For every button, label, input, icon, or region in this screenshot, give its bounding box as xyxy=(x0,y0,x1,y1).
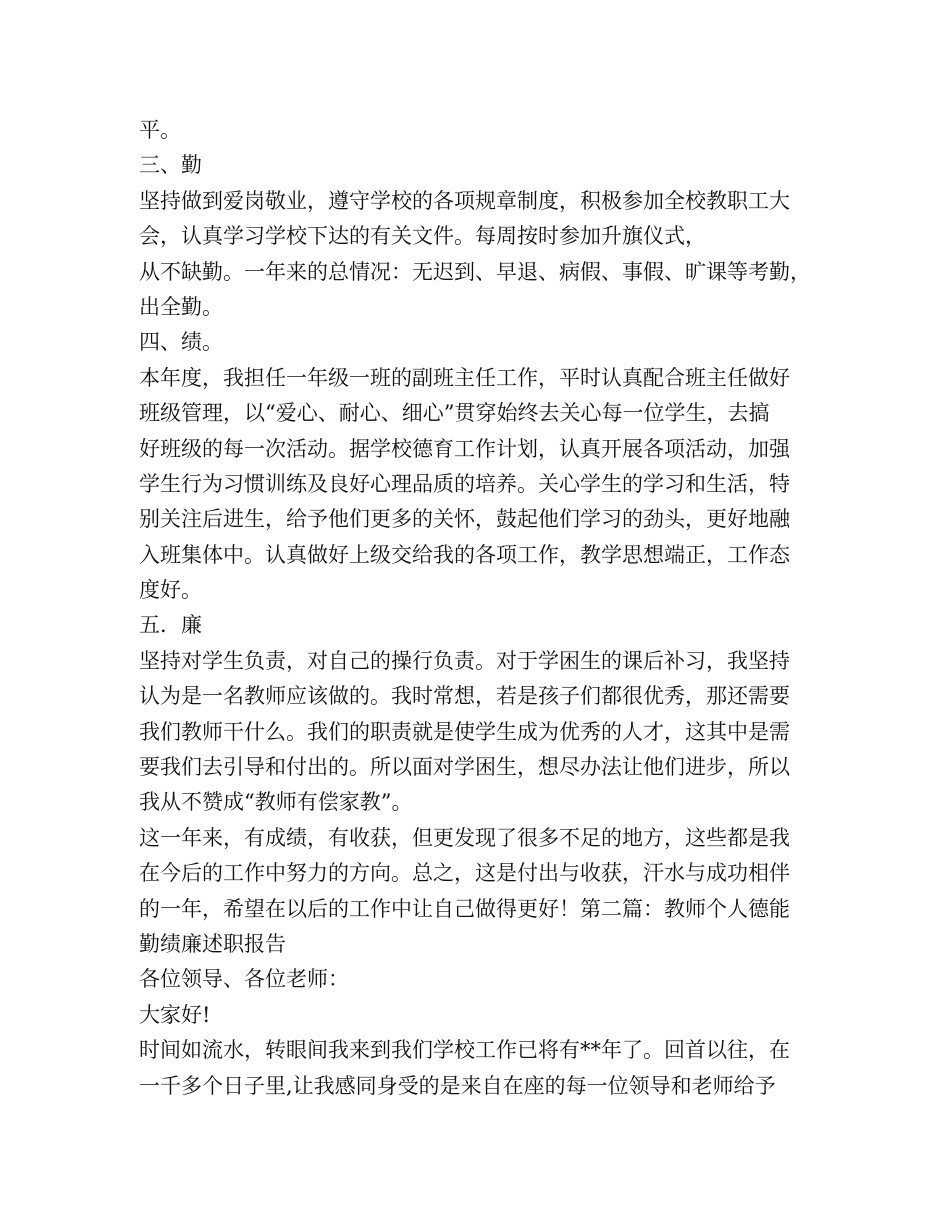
text-line: 好班级的每一次活动。据学校德育工作计划，认真开展各项活动，加强 xyxy=(139,436,790,461)
text-line: 坚持对学生负责，对自己的操行负责。对于学困生的课后补习，我坚持 xyxy=(139,648,790,673)
text-line: 这一年来，有成绩，有收获，但更发现了很多不足的地方，这些都是我 xyxy=(139,825,790,850)
text-line: 平。 xyxy=(139,118,181,142)
text-line: 班级管理，以“爱心、耐心、细心”贯穿始终去关心每一位学生，去搞 xyxy=(139,401,770,426)
text-line: 要我们去引导和付出的。所以面对学困生，想尽办法让他们进步，所以 xyxy=(139,755,790,780)
salutation: 各位领导、各位老师： xyxy=(139,967,349,992)
text-line: 坚持做到爱岗敬业，遵守学校的各项规章制度，积极参加全校教职工大 xyxy=(139,188,790,213)
text-line: 勤绩廉述职报告 xyxy=(139,931,286,956)
text-line: 我们教师干什么。我们的职责就是使学生成为优秀的人才，这其中是需 xyxy=(139,719,790,744)
text-line: 别关注后进生，给予他们更多的关怀，鼓起他们学习的劲头，更好地融 xyxy=(139,507,790,532)
text-line: 度好。 xyxy=(139,578,202,603)
greeting: 大家好! xyxy=(139,1002,211,1027)
text-line: 我从不赞成“教师有偿家教”。 xyxy=(139,790,413,815)
section-heading: 四、绩。 xyxy=(139,330,223,355)
text-line: 学生行为习惯训练及良好心理品质的培养。关心学生的学习和生活，特 xyxy=(139,471,790,496)
text-line: 入班集体中。认真做好上级交给我的各项工作，教学思想端正，工作态 xyxy=(139,542,790,567)
document-body xyxy=(139,113,829,1104)
text-line: 出全勤。 xyxy=(139,294,223,319)
text-line: 在今后的工作中努力的方向。总之，这是付出与收获，汗水与成功相伴 xyxy=(139,861,790,886)
text-line: 本年度，我担任一年级一班的副班主任工作，平时认真配合班主任做好 xyxy=(139,365,790,390)
section-heading: 三、勤 xyxy=(139,153,202,178)
text-line: 认为是一名教师应该做的。我时常想，若是孩子们都很优秀，那还需要 xyxy=(139,684,790,709)
section-heading: 五．廉 xyxy=(139,613,202,638)
text-line: 时间如流水，转眼间我来到我们学校工作已将有**年了。回首以往，在 xyxy=(139,1038,790,1063)
text-line: 的一年，希望在以后的工作中让自己做得更好！第二篇：教师个人德能 xyxy=(139,896,790,921)
text-line: 从不缺勤。一年来的总情况：无迟到、早退、病假、事假、旷课等考勤， xyxy=(139,259,811,284)
text-line: 会，认真学习学校下达的有关文件。每周按时参加升旗仪式， xyxy=(139,224,706,249)
text-line: 一千多个日子里,让我感同身受的是来自在座的每一位领导和老师给予 xyxy=(139,1073,776,1098)
